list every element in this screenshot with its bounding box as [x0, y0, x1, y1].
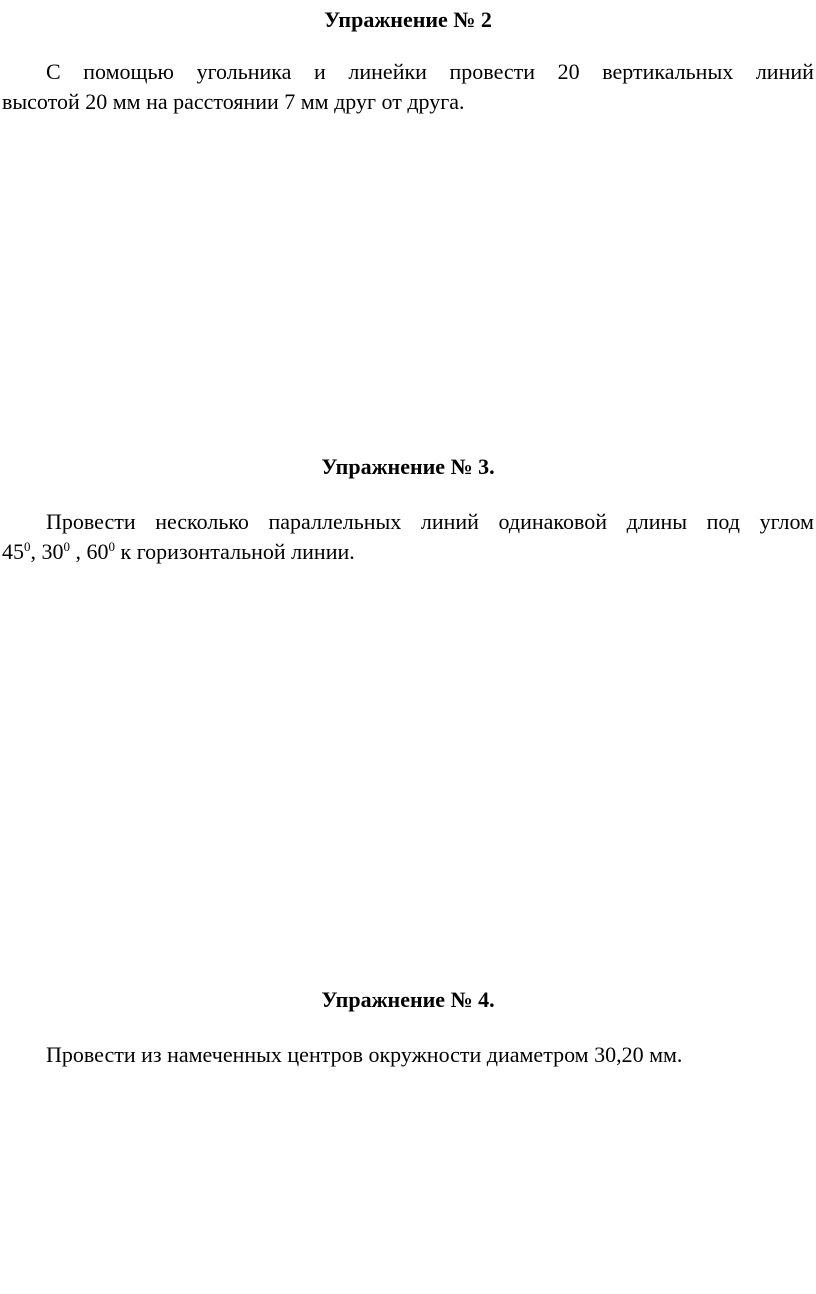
exercise-3-title: Упражнение № 3.: [321, 454, 495, 479]
exercise-2-text: [2, 57, 814, 117]
angle-30: 30: [41, 539, 64, 564]
exercise-2-line-2: высотой 20 мм на расстоянии 7 мм друг от друга.: [2, 89, 465, 114]
exercise-3-line-2: $45^0$, $30^0$ , $60^0$ к горизонтальной линии.: [2, 539, 355, 564]
exercise-2-line-1: С помощью угольника и линейки провести 20 вертикальных линий: [46, 59, 814, 84]
exercise-4-text: [2, 1040, 814, 1070]
exercise-3-line-1: Провести несколько параллельных линий одинаковой длины под углом: [46, 509, 814, 534]
exercise-2-title: Упражнение № 2: [324, 7, 492, 32]
angle-45: 45: [2, 539, 24, 564]
exercise-4-title: Упражнение № 4.: [321, 987, 495, 1012]
degree-mark: 0: [63, 539, 70, 554]
exercise-4-line-1: Провести из намеченных центров окружности диаметром 30,20 мм.: [46, 1042, 683, 1067]
exercise-3-text: [2, 507, 814, 567]
degree-mark: 0: [108, 539, 115, 554]
degree-mark: 0: [24, 539, 31, 554]
angle-60: 60: [86, 539, 109, 564]
